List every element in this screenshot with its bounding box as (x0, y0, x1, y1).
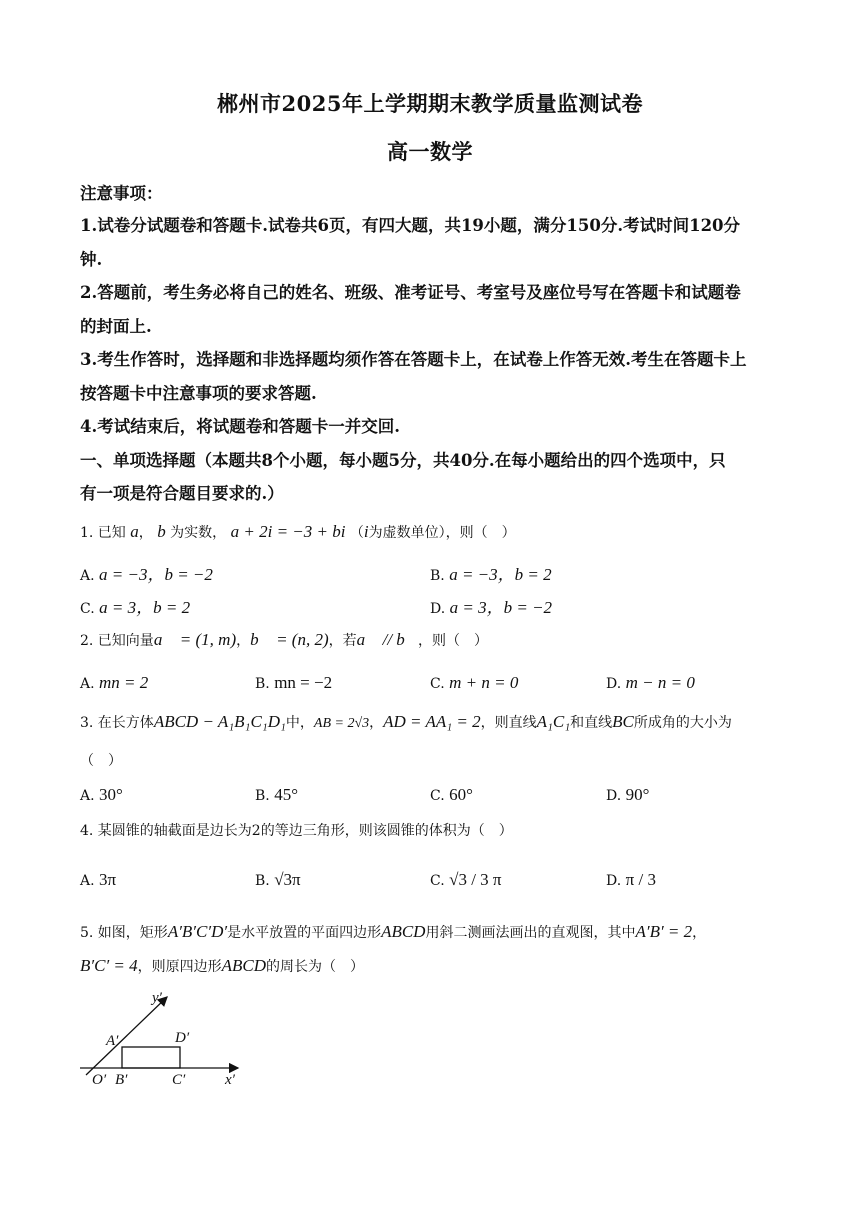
math-inline: a⃗ = (1, m) (153, 630, 237, 649)
question-4-stem: 4. 某圆锥的轴截面是边长为2的等边三角形，则该圆锥的体积为（ ） (80, 823, 513, 839)
q-text: 所成角的大小为 (633, 715, 732, 731)
option-text: 3π (99, 870, 117, 889)
q-text: ，则原四边形 (137, 959, 222, 975)
option-d: D. m − n = 0 (606, 673, 695, 692)
q-text: 3. 在长方体 (80, 715, 154, 731)
q-text: 的周长为（ ） (266, 959, 365, 975)
notes-heading: 注意事项： (80, 184, 163, 203)
rectangle-abcd (122, 1047, 180, 1068)
q-text: 和直线 (570, 715, 613, 731)
option-text: a = 3，b = 2 (99, 598, 191, 617)
q-text: 2. 已知向量 (80, 633, 154, 649)
label-a-prime: A′ (106, 1033, 119, 1049)
q-text: ，若 (328, 633, 357, 649)
math-inline: AB = 2√3 (313, 716, 370, 731)
option-d: D. π / 3 (606, 870, 656, 889)
q-text: 为实数， (170, 525, 227, 541)
note-line: 3.考生作答时，选择题和非选择题均须作答在答题卡上，在试卷上作答无效.考生在答题卡上 (80, 350, 747, 369)
q-text: ，则直线 (480, 715, 537, 731)
math-inline: ABCD (221, 956, 267, 975)
q-text: 为虚数单位），则（ ） (368, 525, 516, 541)
option-b: B. 45° (255, 785, 299, 804)
option-d: D. a = 3，b = −2 (430, 598, 553, 617)
question-1-stem (80, 522, 516, 542)
math-inline: AD = AA₁ = 2 (383, 712, 481, 731)
option-d: D. 90° (606, 785, 650, 804)
option-a: A. 30° (80, 785, 123, 804)
label-o-prime: O′ (92, 1072, 107, 1088)
math-inline: A′B′C′D′ (167, 922, 228, 941)
note-line: 按答题卡中注意事项的要求答题. (80, 384, 317, 403)
label-x-prime: x′ (225, 1072, 235, 1088)
q-text: 用斜二测画法画出的直观图，其中 (425, 925, 636, 941)
option-c: C. a = 3，b = 2 (80, 598, 191, 617)
oblique-projection-figure (70, 985, 260, 1095)
label-c-prime: C′ (172, 1072, 186, 1088)
q-text: 5. 如图，矩形 (80, 925, 168, 941)
math-inline: b (157, 522, 166, 541)
math-inline: a + 2i = −3 + bi (230, 522, 346, 541)
option-a: A. a = −3，b = −2 (80, 565, 213, 584)
section-heading: 一、单项选择题（本题共8个小题，每小题5分，共40分.在每小题给出的四个选项中，只 (80, 451, 726, 470)
q-text: 中， (285, 715, 314, 731)
option-text: mn = −2 (274, 673, 333, 692)
option-text: 45° (274, 785, 299, 804)
option-text: 90° (625, 785, 650, 804)
note-line: 2.答题前，考生务必将自己的姓名、班级、准考证号、考室号及座位号写在答题卡和试题卷 (80, 283, 741, 302)
q-text: 是水平放置的平面四边形 (227, 925, 382, 941)
question-3-stem (80, 712, 732, 732)
q-text: 1. 已知 (80, 525, 126, 541)
question-5-stem-line2 (80, 956, 364, 976)
exam-subtitle: 高一数学 (387, 139, 473, 164)
question-5-stem (80, 922, 706, 942)
q-text: ， (138, 525, 153, 541)
math-inline: A′B′ = 2 (635, 922, 693, 941)
math-inline: a⃗ // b⃗ (356, 630, 419, 649)
option-text: √3 / 3 π (449, 870, 502, 889)
exam-title: 郴州市2025年上学期期末教学质量监测试卷 (217, 91, 643, 116)
option-c: C. m + n = 0 (430, 673, 519, 692)
option-text: π / 3 (625, 870, 656, 889)
math-inline: BC (612, 712, 634, 731)
math-inline: b⃗ = (n, 2) (250, 630, 329, 649)
note-line: 4.考试结束后，将试题卷和答题卡一并交回. (80, 417, 400, 436)
option-text: m + n = 0 (449, 673, 519, 692)
option-text: √3π (274, 870, 301, 889)
q-text: ，则（ ） (418, 633, 489, 649)
option-c: C. √3 / 3 π (430, 870, 502, 889)
option-text: a = −3，b = 2 (449, 565, 552, 584)
math-inline: A₁C₁ (536, 712, 571, 731)
question-3-stem-line2: （ ） (80, 753, 122, 769)
label-y-prime: y′ (152, 990, 162, 1006)
option-c: C. 60° (430, 785, 473, 804)
q-text: （ (349, 525, 364, 541)
math-inline: i (363, 522, 369, 541)
math-inline: B′C′ = 4 (80, 956, 138, 975)
option-b: B. mn = −2 (255, 673, 333, 692)
option-b: B. a = −3，b = 2 (430, 565, 552, 584)
section-heading: 有一项是符合题目要求的.） (80, 484, 284, 503)
option-b: B. √3π (255, 870, 301, 889)
q-text: ， (369, 715, 384, 731)
label-d-prime: D′ (175, 1030, 190, 1046)
note-line: 钟. (80, 250, 103, 269)
note-line: 的封面上. (80, 317, 152, 336)
option-text: 60° (449, 785, 473, 804)
option-text: 30° (99, 785, 123, 804)
math-inline: ABCD (381, 922, 426, 941)
y-axis (86, 997, 167, 1075)
option-a: A. mn = 2 (80, 673, 149, 692)
math-inline: a (130, 522, 139, 541)
label-b-prime: B′ (115, 1072, 128, 1088)
math-inline: ABCD − A₁B₁C₁D₁ (153, 712, 286, 731)
option-text: a = 3，b = −2 (449, 598, 553, 617)
q-text: ， (692, 925, 707, 941)
option-a: A. 3π (80, 870, 117, 889)
note-line: 1.试卷分试题卷和答题卡.试卷共6页，有四大题，共19小题，满分150分.考试时间120分 (80, 216, 741, 235)
option-text: mn = 2 (99, 673, 149, 692)
option-text: a = −3，b = −2 (99, 565, 213, 584)
question-2-stem (80, 630, 488, 650)
option-text: m − n = 0 (625, 673, 695, 692)
q-text: ， (236, 633, 251, 649)
